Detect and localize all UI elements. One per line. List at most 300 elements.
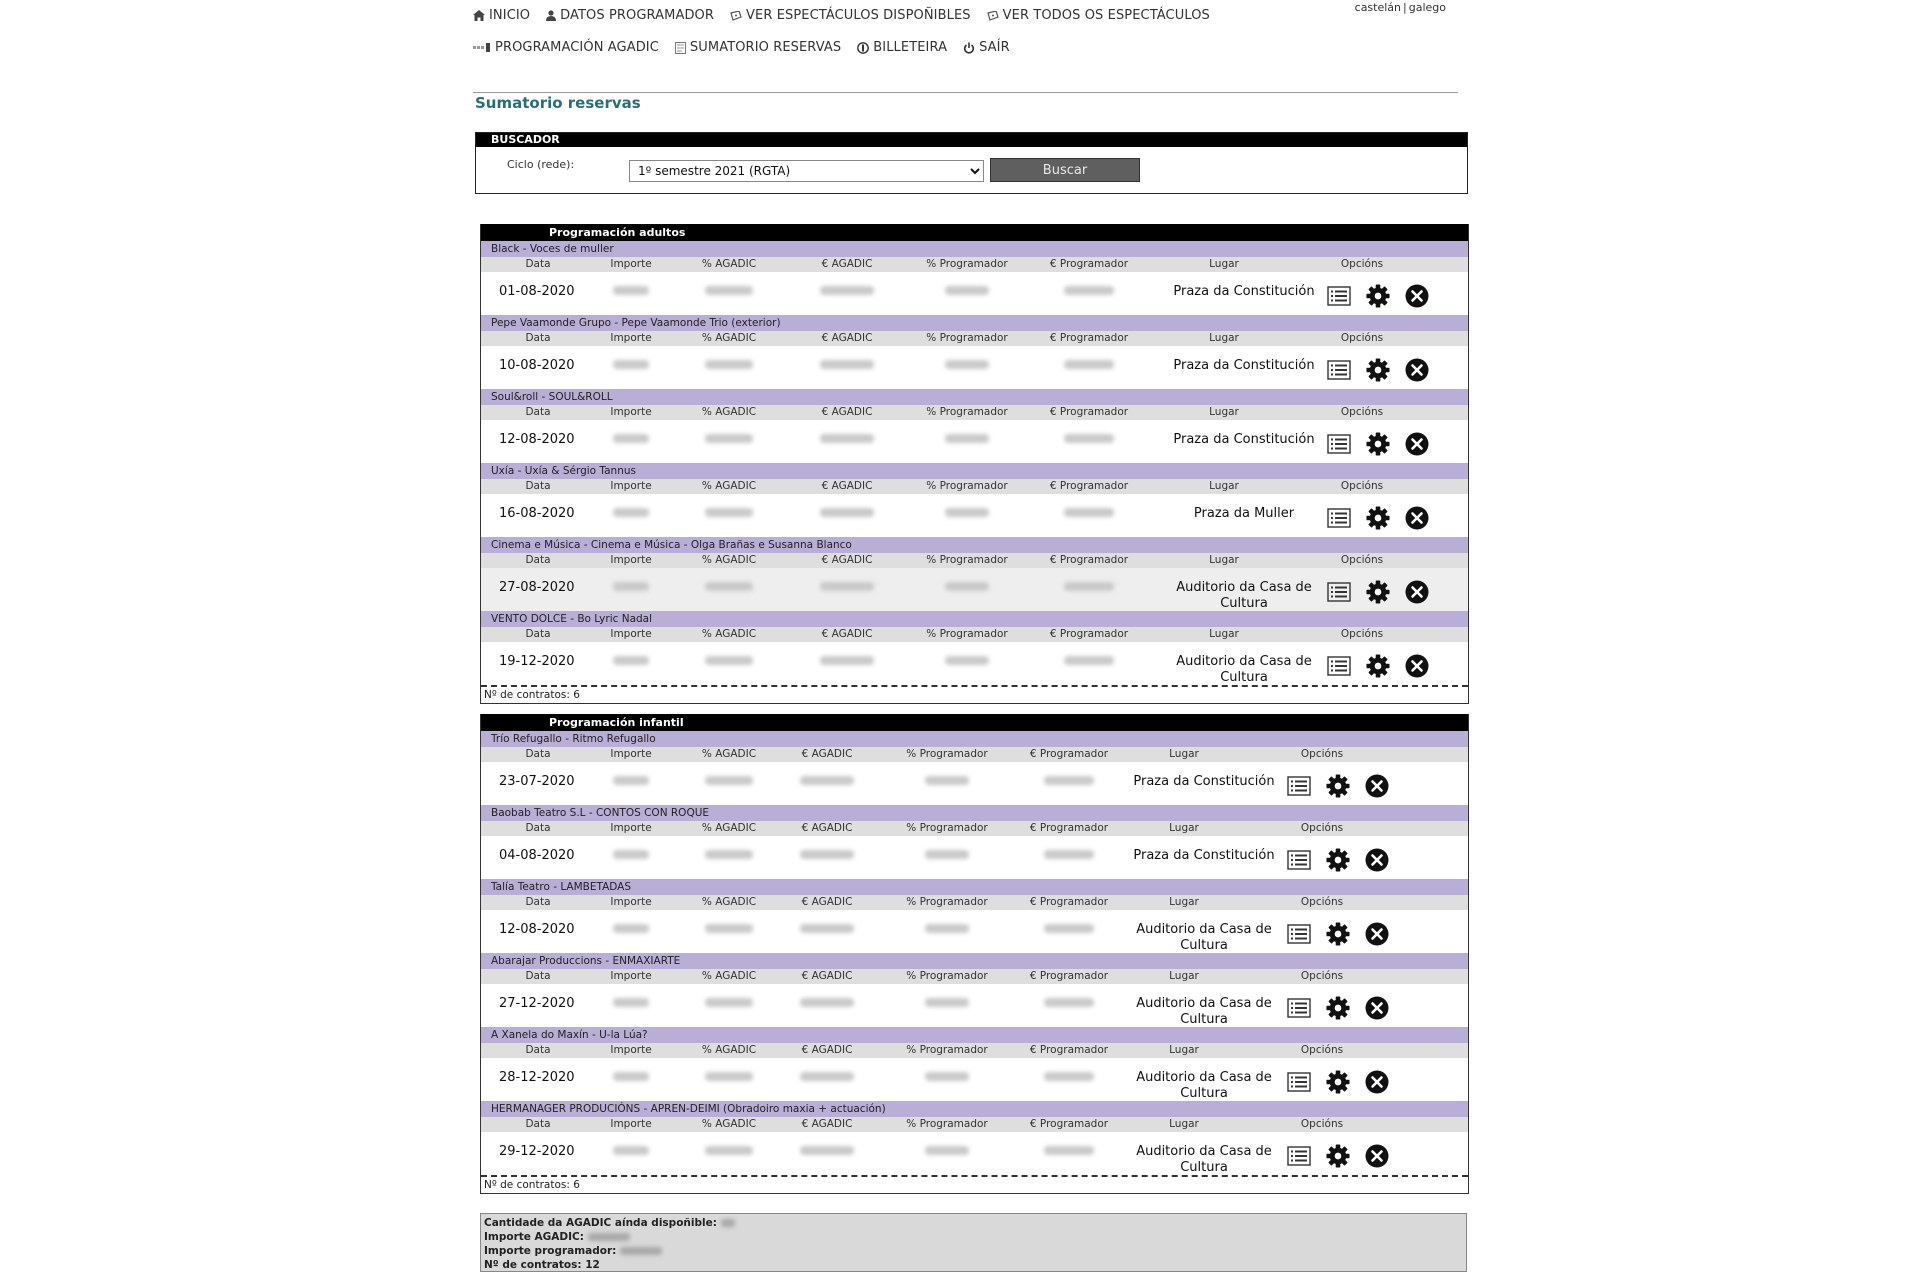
close-icon[interactable] <box>1405 654 1429 678</box>
col-header-opcions: Opcións <box>1300 1044 1344 1056</box>
column-headers <box>481 1043 1468 1058</box>
list-icon[interactable] <box>1287 1144 1311 1168</box>
col-header-pct_programador: % Programador <box>906 822 988 834</box>
col-header-importe: Importe <box>610 1118 652 1130</box>
redacted-eur-agadic <box>820 656 874 665</box>
col-header-importe: Importe <box>610 406 652 418</box>
col-header-pct_agadic: % AGADIC <box>701 1044 757 1056</box>
redacted-eur-programador <box>1044 1146 1094 1155</box>
gear-icon[interactable] <box>1366 284 1390 308</box>
col-header-importe: Importe <box>610 970 652 982</box>
power-icon <box>963 42 975 54</box>
redacted-eur-agadic <box>800 850 854 859</box>
reservation-title: HERMANAGER PRODUCIÓNS - APREN-DEIMI (Obradoiro maxia + actuación) <box>481 1101 1468 1117</box>
col-header-importe: Importe <box>610 896 652 908</box>
list-icon[interactable] <box>1327 654 1351 678</box>
col-header-opcions: Opcións <box>1300 1118 1344 1130</box>
redacted-pct-agadic <box>705 286 753 295</box>
reservation-row <box>481 762 1468 805</box>
document-icon <box>675 42 686 54</box>
col-header-data: Data <box>525 1118 551 1130</box>
section-header: Programación infantil <box>481 714 1468 731</box>
redacted-eur-programador <box>1064 434 1114 443</box>
reservation-place: Praza da Constitución <box>1173 358 1315 373</box>
gear-icon[interactable] <box>1366 654 1390 678</box>
gear-icon[interactable] <box>1366 580 1390 604</box>
home-icon <box>473 10 485 21</box>
col-header-pct_agadic: % AGADIC <box>701 822 757 834</box>
redacted-eur-agadic <box>820 508 874 517</box>
col-header-eur_programador: € Programador <box>1029 1044 1109 1056</box>
reservation-date: 12-08-2020 <box>499 432 575 447</box>
reservation-group <box>481 315 1468 389</box>
column-headers <box>481 747 1468 762</box>
redacted-pct-programador <box>925 776 969 785</box>
col-header-opcions: Opcións <box>1340 628 1384 640</box>
col-header-lugar: Lugar <box>1209 258 1239 270</box>
list-icon[interactable] <box>1327 432 1351 456</box>
close-icon[interactable] <box>1405 432 1429 456</box>
reservation-title: Baobab Teatro S.L - CONTOS CON ROQUE <box>481 805 1468 821</box>
top-navigation <box>473 0 1458 93</box>
reservation-title: VENTO DOLCE - Bo Lyric Nadal <box>481 611 1468 627</box>
reservation-place: Auditorio da Casa de Cultura <box>1136 1144 1272 1175</box>
redacted-pct-programador <box>925 850 969 859</box>
lang-castelan-link[interactable]: castelán <box>1354 1 1402 14</box>
close-icon[interactable] <box>1365 1144 1389 1168</box>
redacted-pct-agadic <box>705 1072 753 1081</box>
list-icon[interactable] <box>1327 580 1351 604</box>
col-header-eur_agadic: € AGADIC <box>821 628 873 640</box>
redacted-eur-programador <box>1064 286 1114 295</box>
close-icon[interactable] <box>1405 506 1429 530</box>
reservation-place: Auditorio da Casa de Cultura <box>1176 654 1312 685</box>
col-header-data: Data <box>525 480 551 492</box>
agadic-available-label: Cantidade da AGADIC aínda dispoñible: <box>484 1217 717 1229</box>
reservation-group <box>481 611 1468 685</box>
col-header-pct_agadic: % AGADIC <box>701 970 757 982</box>
reservation-title: A Xanela do Maxín - U-la Lúa? <box>481 1027 1468 1043</box>
col-header-pct_programador: % Programador <box>926 628 1008 640</box>
reservation-row <box>481 420 1468 463</box>
reservation-place: Praza da Constitución <box>1133 848 1275 863</box>
redacted-importe <box>613 998 649 1007</box>
redacted-pct-agadic <box>705 1146 753 1155</box>
col-header-pct_programador: % Programador <box>926 406 1008 418</box>
nav-link-label: PROGRAMACIÓN AGADIC <box>495 40 659 55</box>
reservation-place: Auditorio da Casa de Cultura <box>1136 922 1272 953</box>
col-header-lugar: Lugar <box>1169 970 1199 982</box>
gear-icon[interactable] <box>1326 996 1350 1020</box>
column-headers <box>481 821 1468 836</box>
col-header-pct_programador: % Programador <box>906 970 988 982</box>
col-header-pct_programador: % Programador <box>906 1118 988 1130</box>
col-header-lugar: Lugar <box>1209 480 1239 492</box>
cycle-label: Ciclo (rede): <box>507 158 575 171</box>
reservation-date: 23-07-2020 <box>499 774 575 789</box>
redacted-importe <box>613 582 649 591</box>
redacted-pct-agadic <box>705 434 753 443</box>
col-header-pct_programador: % Programador <box>926 480 1008 492</box>
reservation-title: Black - Voces de muller <box>481 241 1468 257</box>
reservation-row <box>481 836 1468 879</box>
redacted-importe <box>613 508 649 517</box>
redacted-pct-programador <box>945 582 989 591</box>
redacted-pct-programador <box>945 286 989 295</box>
col-header-eur_agadic: € AGADIC <box>801 896 853 908</box>
col-header-importe: Importe <box>610 1044 652 1056</box>
reservation-title: Uxía - Uxía & Sérgio Tannus <box>481 463 1468 479</box>
redacted-eur-agadic <box>800 1072 854 1081</box>
gear-icon[interactable] <box>1326 774 1350 798</box>
col-header-importe: Importe <box>610 258 652 270</box>
column-headers <box>481 331 1468 346</box>
list-icon[interactable] <box>1287 922 1311 946</box>
reservation-group <box>481 805 1468 879</box>
redacted-pct-agadic <box>705 850 753 859</box>
col-header-eur_programador: € Programador <box>1049 258 1129 270</box>
col-header-pct_agadic: % AGADIC <box>701 1118 757 1130</box>
col-header-pct_agadic: % AGADIC <box>701 628 757 640</box>
redacted-eur-agadic <box>800 924 854 933</box>
reservation-row <box>481 568 1468 611</box>
col-header-opcions: Opcións <box>1300 896 1344 908</box>
coin-icon <box>857 42 869 54</box>
col-header-opcions: Opcións <box>1340 406 1384 418</box>
col-header-pct_agadic: % AGADIC <box>701 480 757 492</box>
redacted-pct-programador <box>925 1146 969 1155</box>
reservation-title: Soul&roll - SOUL&ROLL <box>481 389 1468 405</box>
redacted-eur-programador <box>1044 776 1094 785</box>
redacted-eur-agadic <box>800 998 854 1007</box>
col-header-lugar: Lugar <box>1209 406 1239 418</box>
col-header-data: Data <box>525 332 551 344</box>
reservation-date: 29-12-2020 <box>499 1144 575 1159</box>
bars-icon <box>473 43 491 52</box>
reservation-row <box>481 1058 1468 1101</box>
col-header-importe: Importe <box>610 554 652 566</box>
totals-panel <box>480 1213 1467 1272</box>
nav-link-label: VER TODOS OS ESPECTÁCULOS <box>1002 8 1210 23</box>
reservation-date: 04-08-2020 <box>499 848 575 863</box>
reservation-title: Abarajar Produccions - ENMAXIARTE <box>481 953 1468 969</box>
col-header-pct_programador: % Programador <box>926 258 1008 270</box>
col-header-pct_programador: % Programador <box>906 896 988 908</box>
col-header-pct_programador: % Programador <box>926 554 1008 566</box>
col-header-importe: Importe <box>610 480 652 492</box>
nav-link-row2-2[interactable] <box>857 40 947 55</box>
col-header-opcions: Opcións <box>1340 332 1384 344</box>
col-header-lugar: Lugar <box>1169 1044 1199 1056</box>
col-header-lugar: Lugar <box>1209 554 1239 566</box>
col-header-lugar: Lugar <box>1209 628 1239 640</box>
col-header-eur_agadic: € AGADIC <box>821 406 873 418</box>
col-header-data: Data <box>525 406 551 418</box>
redacted-pct-programador <box>925 998 969 1007</box>
redacted-eur-programador <box>1044 1072 1094 1081</box>
col-header-eur_programador: € Programador <box>1029 822 1109 834</box>
redacted-eur-programador <box>1064 360 1114 369</box>
redacted-pct-programador <box>925 1072 969 1081</box>
redacted-eur-agadic <box>800 776 854 785</box>
redacted-importe <box>613 286 649 295</box>
col-header-opcions: Opcións <box>1300 822 1344 834</box>
cycle-select[interactable] <box>629 160 984 182</box>
col-header-pct_agadic: % AGADIC <box>701 748 757 760</box>
col-header-pct_programador: % Programador <box>926 332 1008 344</box>
col-header-eur_agadic: € AGADIC <box>821 554 873 566</box>
column-headers <box>481 627 1468 642</box>
lang-separator: | <box>1403 1 1407 14</box>
col-header-pct_agadic: % AGADIC <box>701 406 757 418</box>
search-panel <box>475 132 1468 194</box>
col-header-importe: Importe <box>610 332 652 344</box>
col-header-pct_programador: % Programador <box>906 748 988 760</box>
col-header-opcions: Opcións <box>1300 748 1344 760</box>
reservation-group <box>481 537 1468 611</box>
reservation-place: Auditorio da Casa de Cultura <box>1136 996 1272 1027</box>
reservation-place: Praza da Constitución <box>1173 432 1315 447</box>
gear-icon[interactable] <box>1326 922 1350 946</box>
list-icon[interactable] <box>1327 358 1351 382</box>
redacted-pct-agadic <box>705 508 753 517</box>
nav-link-row2-1[interactable] <box>675 40 841 55</box>
col-header-eur_agadic: € AGADIC <box>821 332 873 344</box>
lang-galego-link[interactable]: galego <box>1408 1 1446 14</box>
reservation-place: Auditorio da Casa de Cultura <box>1136 1070 1272 1101</box>
reservation-row <box>481 346 1468 389</box>
col-header-data: Data <box>525 822 551 834</box>
contracts-count: Nº de contratos: 6 <box>481 1175 1468 1193</box>
col-header-data: Data <box>525 258 551 270</box>
col-header-eur_programador: € Programador <box>1049 480 1129 492</box>
gear-icon[interactable] <box>1326 848 1350 872</box>
redacted-eur-agadic <box>800 1146 854 1155</box>
close-icon[interactable] <box>1365 848 1389 872</box>
redacted-importe <box>613 1072 649 1081</box>
column-headers <box>481 969 1468 984</box>
reservation-row <box>481 1132 1468 1175</box>
nav-link-label: BILLETEIRA <box>873 40 948 55</box>
col-header-eur_agadic: € AGADIC <box>821 480 873 492</box>
search-button[interactable]: Buscar <box>990 158 1140 182</box>
page-title: Sumatorio reservas <box>475 94 641 112</box>
redacted-value <box>620 1247 662 1255</box>
reservation-date: 01-08-2020 <box>499 284 575 299</box>
close-icon[interactable] <box>1405 284 1429 308</box>
col-header-opcions: Opcións <box>1340 480 1384 492</box>
reservation-date: 28-12-2020 <box>499 1070 575 1085</box>
list-icon[interactable] <box>1287 996 1311 1020</box>
reservation-date: 10-08-2020 <box>499 358 575 373</box>
col-header-pct_agadic: % AGADIC <box>701 258 757 270</box>
col-header-eur_programador: € Programador <box>1049 406 1129 418</box>
close-icon[interactable] <box>1405 358 1429 382</box>
reservation-group <box>481 953 1468 1027</box>
close-icon[interactable] <box>1365 996 1389 1020</box>
col-header-eur_agadic: € AGADIC <box>801 970 853 982</box>
section-children-programming <box>480 714 1469 1194</box>
nav-link-row1-2[interactable] <box>730 8 971 23</box>
reservation-row <box>481 642 1468 685</box>
redacted-importe <box>613 850 649 859</box>
user-icon <box>546 10 556 21</box>
col-header-pct_agadic: % AGADIC <box>701 332 757 344</box>
nav-link-row1-1[interactable] <box>546 8 714 23</box>
close-icon[interactable] <box>1365 1070 1389 1094</box>
redacted-eur-programador <box>1044 924 1094 933</box>
total-contracts-label: Nº de contratos: 12 <box>484 1259 600 1271</box>
col-header-eur_agadic: € AGADIC <box>801 1044 853 1056</box>
agadic-amount-label: Importe AGADIC: <box>484 1231 584 1243</box>
redacted-eur-programador <box>1064 656 1114 665</box>
column-headers <box>481 1117 1468 1132</box>
column-headers <box>481 405 1468 420</box>
col-header-opcions: Opcións <box>1340 554 1384 566</box>
nav-link-label: DATOS PROGRAMADOR <box>560 8 715 23</box>
nav-link-row1-3[interactable] <box>987 8 1210 23</box>
col-header-lugar: Lugar <box>1169 822 1199 834</box>
reservation-place: Praza da Constitución <box>1133 774 1275 789</box>
col-header-lugar: Lugar <box>1169 1118 1199 1130</box>
section-adult-programming <box>480 224 1469 704</box>
redacted-value <box>588 1233 630 1241</box>
gear-icon[interactable] <box>1366 358 1390 382</box>
gear-icon[interactable] <box>1326 1070 1350 1094</box>
redacted-eur-agadic <box>820 582 874 591</box>
nav-link-label: VER ESPECTÁCULOS DISPOÑIBLES <box>746 8 971 23</box>
redacted-pct-programador <box>945 656 989 665</box>
list-icon[interactable] <box>1327 284 1351 308</box>
nav-link-row1-0[interactable] <box>473 8 530 23</box>
reservation-title: Trío Refugallo - Ritmo Refugallo <box>481 731 1468 747</box>
redacted-pct-programador <box>945 508 989 517</box>
reservation-place: Auditorio da Casa de Cultura <box>1176 580 1312 611</box>
reservation-row <box>481 910 1468 953</box>
col-header-eur_agadic: € AGADIC <box>821 258 873 270</box>
redacted-importe <box>613 1146 649 1155</box>
redacted-eur-agadic <box>820 286 874 295</box>
redacted-eur-programador <box>1044 850 1094 859</box>
col-header-pct_agadic: % AGADIC <box>701 896 757 908</box>
col-header-data: Data <box>525 896 551 908</box>
gear-icon[interactable] <box>1366 506 1390 530</box>
col-header-pct_agadic: % AGADIC <box>701 554 757 566</box>
list-icon[interactable] <box>1327 506 1351 530</box>
col-header-eur_programador: € Programador <box>1049 332 1129 344</box>
reservation-date: 12-08-2020 <box>499 922 575 937</box>
redacted-importe <box>613 776 649 785</box>
col-header-eur_programador: € Programador <box>1029 1118 1109 1130</box>
col-header-data: Data <box>525 554 551 566</box>
col-header-eur_programador: € Programador <box>1029 896 1109 908</box>
col-header-data: Data <box>525 970 551 982</box>
redacted-pct-agadic <box>705 360 753 369</box>
nav-link-label: SUMATORIO RESERVAS <box>689 40 842 55</box>
col-header-opcions: Opcións <box>1300 970 1344 982</box>
nav-link-row2-0[interactable] <box>473 40 659 55</box>
list-icon[interactable] <box>1287 1070 1311 1094</box>
column-headers <box>481 257 1468 272</box>
redacted-importe <box>613 924 649 933</box>
nav-row-secondary <box>473 40 1026 55</box>
gear-icon[interactable] <box>1366 432 1390 456</box>
list-icon[interactable] <box>1287 774 1311 798</box>
nav-link-row2-3[interactable] <box>963 40 1010 55</box>
redacted-pct-agadic <box>705 582 753 591</box>
redacted-importe <box>613 434 649 443</box>
contracts-count: Nº de contratos: 6 <box>481 685 1468 703</box>
gear-icon[interactable] <box>1326 1144 1350 1168</box>
redacted-pct-agadic <box>705 656 753 665</box>
reservation-group <box>481 389 1468 463</box>
col-header-data: Data <box>525 748 551 760</box>
col-header-eur_programador: € Programador <box>1049 554 1129 566</box>
reservation-date: 27-08-2020 <box>499 580 575 595</box>
redacted-eur-programador <box>1064 582 1114 591</box>
close-icon[interactable] <box>1405 580 1429 604</box>
section-header: Programación adultos <box>481 224 1468 241</box>
reservation-row <box>481 494 1468 537</box>
language-switcher <box>1355 1 1446 14</box>
nav-row-primary <box>473 8 1226 23</box>
reservation-row <box>481 272 1468 315</box>
redacted-pct-agadic <box>705 776 753 785</box>
col-header-lugar: Lugar <box>1169 748 1199 760</box>
col-header-pct_programador: % Programador <box>906 1044 988 1056</box>
reservation-group <box>481 463 1468 537</box>
nav-link-label: INICIO <box>489 8 531 23</box>
list-icon[interactable] <box>1287 848 1311 872</box>
col-header-eur_programador: € Programador <box>1029 748 1109 760</box>
col-header-importe: Importe <box>610 628 652 640</box>
redacted-pct-agadic <box>705 998 753 1007</box>
col-header-eur_agadic: € AGADIC <box>801 822 853 834</box>
reservation-place: Praza da Muller <box>1193 506 1295 521</box>
redacted-importe <box>613 360 649 369</box>
col-header-data: Data <box>525 628 551 640</box>
redacted-eur-agadic <box>820 434 874 443</box>
redacted-pct-programador <box>925 924 969 933</box>
col-header-opcions: Opcións <box>1340 258 1384 270</box>
redacted-importe <box>613 656 649 665</box>
reservation-group <box>481 731 1468 805</box>
ticket-icon <box>730 11 742 21</box>
col-header-lugar: Lugar <box>1209 332 1239 344</box>
col-header-lugar: Lugar <box>1169 896 1199 908</box>
reservation-date: 16-08-2020 <box>499 506 575 521</box>
close-icon[interactable] <box>1365 922 1389 946</box>
reservation-place: Praza da Constitución <box>1173 284 1315 299</box>
ticket-icon <box>987 11 999 21</box>
reservation-group <box>481 879 1468 953</box>
col-header-eur_agadic: € AGADIC <box>801 748 853 760</box>
redacted-eur-programador <box>1064 508 1114 517</box>
col-header-data: Data <box>525 1044 551 1056</box>
column-headers <box>481 895 1468 910</box>
reservation-group <box>481 1101 1468 1175</box>
column-headers <box>481 553 1468 568</box>
col-header-eur_programador: € Programador <box>1029 970 1109 982</box>
col-header-eur_programador: € Programador <box>1049 628 1129 640</box>
reservation-date: 19-12-2020 <box>499 654 575 669</box>
programmer-amount-label: Importe programador: <box>484 1245 617 1257</box>
reservation-group <box>481 1027 1468 1101</box>
redacted-pct-programador <box>945 434 989 443</box>
close-icon[interactable] <box>1365 774 1389 798</box>
redacted-pct-programador <box>945 360 989 369</box>
reservation-row <box>481 984 1468 1027</box>
